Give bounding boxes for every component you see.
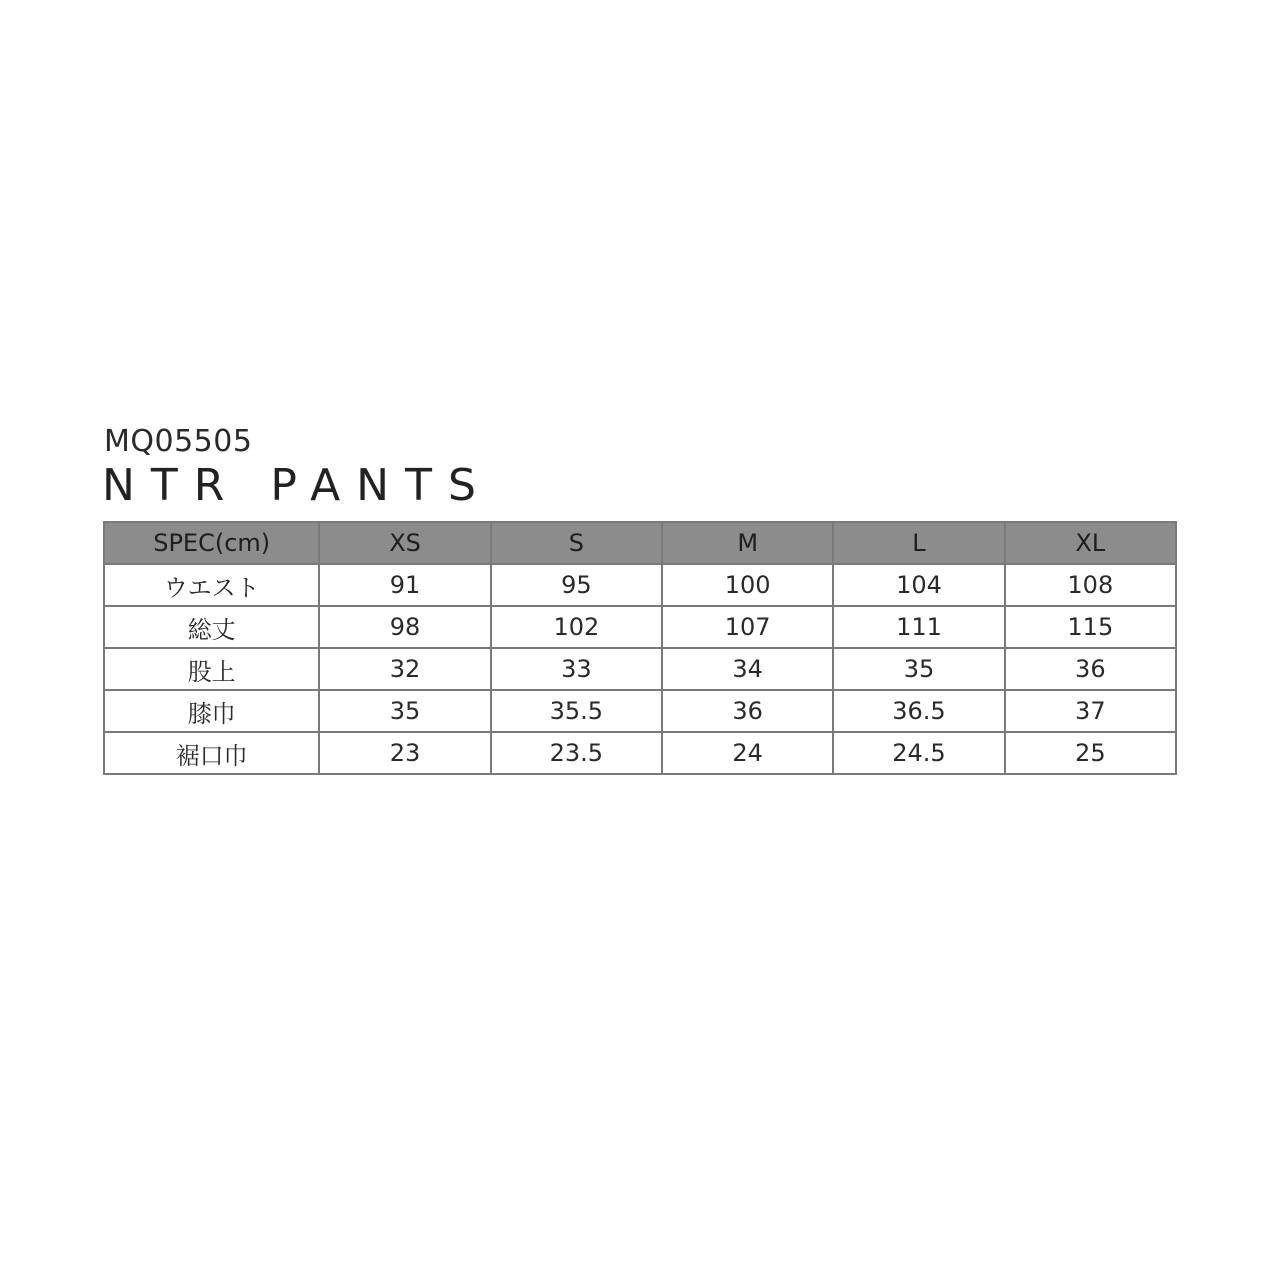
product-name: NTR PANTS bbox=[102, 460, 492, 511]
measurement-value: 33 bbox=[491, 648, 662, 690]
measurement-value: 23.5 bbox=[491, 732, 662, 774]
table-row bbox=[104, 690, 1176, 732]
header-row bbox=[104, 522, 1176, 564]
size-table-body bbox=[104, 564, 1176, 774]
measurement-value: 32 bbox=[319, 648, 490, 690]
measurement-value: 35 bbox=[319, 690, 490, 732]
size-spec-table bbox=[103, 521, 1177, 775]
measurement-value: 36 bbox=[1005, 648, 1176, 690]
measurement-value: 37 bbox=[1005, 690, 1176, 732]
measurement-value: 98 bbox=[319, 606, 490, 648]
measurement-value: 91 bbox=[319, 564, 490, 606]
size-header-cell: M bbox=[662, 522, 833, 564]
size-header-cell: S bbox=[491, 522, 662, 564]
measurement-value: 107 bbox=[662, 606, 833, 648]
measurement-value: 24 bbox=[662, 732, 833, 774]
measurement-value: 25 bbox=[1005, 732, 1176, 774]
size-header-cell: XS bbox=[319, 522, 490, 564]
size-header-cell: L bbox=[833, 522, 1004, 564]
measurement-label: 裾口巾 bbox=[104, 732, 319, 774]
measurement-value: 108 bbox=[1005, 564, 1176, 606]
table-row bbox=[104, 732, 1176, 774]
model-code: MQ05505 bbox=[104, 424, 253, 459]
measurement-value: 35.5 bbox=[491, 690, 662, 732]
measurement-value: 23 bbox=[319, 732, 490, 774]
measurement-value: 111 bbox=[833, 606, 1004, 648]
measurement-value: 104 bbox=[833, 564, 1004, 606]
measurement-label: 股上 bbox=[104, 648, 319, 690]
measurement-value: 35 bbox=[833, 648, 1004, 690]
table-row bbox=[104, 564, 1176, 606]
measurement-label: 膝巾 bbox=[104, 690, 319, 732]
measurement-value: 115 bbox=[1005, 606, 1176, 648]
spec-header-cell: SPEC(cm) bbox=[104, 522, 319, 564]
size-table-header bbox=[104, 522, 1176, 564]
measurement-value: 36 bbox=[662, 690, 833, 732]
measurement-label: ウエスト bbox=[104, 564, 319, 606]
measurement-value: 36.5 bbox=[833, 690, 1004, 732]
measurement-value: 95 bbox=[491, 564, 662, 606]
size-header-cell: XL bbox=[1005, 522, 1176, 564]
measurement-label: 総丈 bbox=[104, 606, 319, 648]
table-row bbox=[104, 648, 1176, 690]
measurement-value: 102 bbox=[491, 606, 662, 648]
table-row bbox=[104, 606, 1176, 648]
measurement-value: 34 bbox=[662, 648, 833, 690]
measurement-value: 100 bbox=[662, 564, 833, 606]
measurement-value: 24.5 bbox=[833, 732, 1004, 774]
